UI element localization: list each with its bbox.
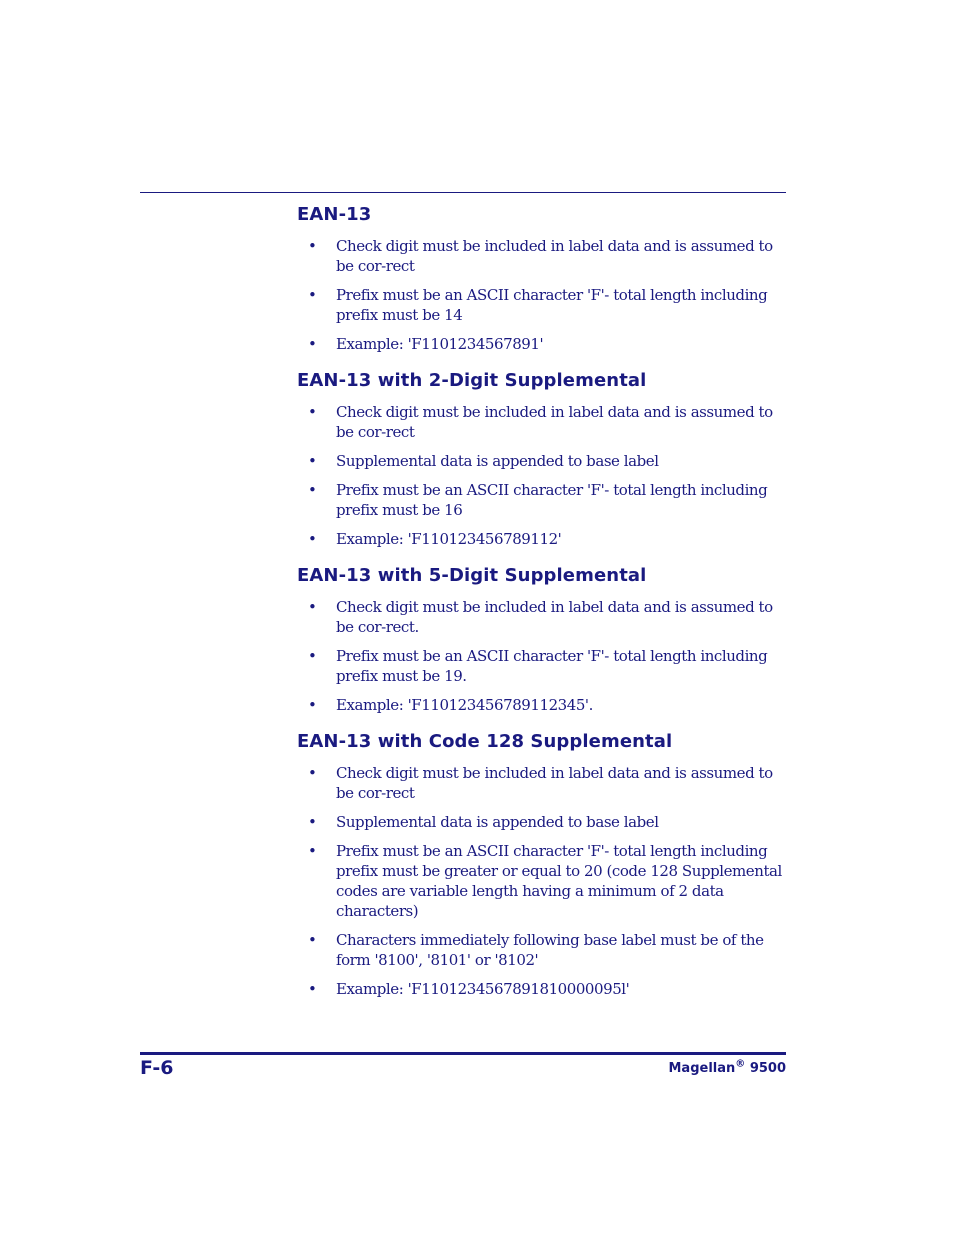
bullet-text: Supplemental data is appended to base label	[336, 813, 659, 831]
bullet-text: Prefix must be an ASCII character 'F'- total length including prefix must be 14	[336, 286, 768, 324]
bullet-mark: •	[308, 980, 317, 998]
bullet-mark: •	[308, 452, 317, 470]
bullet-list	[297, 597, 792, 715]
list-item	[297, 402, 792, 442]
bullet-list	[297, 763, 792, 999]
list-item	[297, 451, 792, 471]
list-item	[297, 646, 792, 686]
list-item	[297, 930, 792, 970]
bullet-text: Example: 'F1101234567891'	[336, 335, 544, 353]
list-item	[297, 529, 792, 549]
bullet-text: Example: 'F110123456789112345'.	[336, 696, 593, 714]
list-item	[297, 695, 792, 715]
bullet-list	[297, 236, 792, 354]
page-number: F-6	[140, 1057, 174, 1079]
section-ean-13-5-digit	[297, 564, 792, 715]
list-item	[297, 979, 792, 999]
bullet-mark: •	[308, 647, 317, 665]
list-item	[297, 841, 792, 921]
bullet-mark: •	[308, 481, 317, 499]
bullet-text: Characters immediately following base label must be of the form '8100', '8101' or '8102'	[336, 931, 764, 969]
list-item	[297, 334, 792, 354]
section-heading: EAN-13 with Code 128 Supplemental	[297, 731, 673, 752]
bullet-text: Check digit must be included in label data and is assumed to be cor-rect	[336, 764, 773, 802]
bullet-mark: •	[308, 842, 317, 860]
bullet-mark: •	[308, 696, 317, 714]
main-content	[297, 203, 792, 1008]
footer-product-name	[669, 1059, 787, 1079]
list-item	[297, 480, 792, 520]
bullet-mark: •	[308, 813, 317, 831]
product-model: 9500	[749, 1061, 786, 1076]
bullet-text: Prefix must be an ASCII character 'F'- total length including prefix must be 16	[336, 481, 768, 519]
product-name: Magellan	[668, 1061, 736, 1076]
bullet-mark: •	[308, 335, 317, 353]
bullet-text: Example: 'F1101234567891810000095l'	[336, 980, 630, 998]
section-heading: EAN-13 with 5-Digit Supplemental	[297, 565, 647, 586]
section-heading: EAN-13	[297, 204, 372, 225]
list-item	[297, 763, 792, 803]
bullet-text: Check digit must be included in label data and is assumed to be cor-rect	[336, 237, 773, 275]
bullet-text: Check digit must be included in label data and is assumed to be cor-rect.	[336, 598, 773, 636]
section-ean-13-2-digit	[297, 369, 792, 549]
bullet-mark: •	[308, 764, 317, 782]
bullet-mark: •	[308, 403, 317, 421]
list-item	[297, 812, 792, 832]
bullet-text: Prefix must be an ASCII character 'F'- total length including prefix must be greater or equal to 20 (code 128 Supplemental codes are variable length having a minimum of 2 data characters)	[336, 842, 782, 920]
list-item	[297, 236, 792, 276]
bullet-text: Check digit must be included in label data and is assumed to be cor-rect	[336, 403, 773, 441]
bullet-mark: •	[308, 237, 317, 255]
bullet-mark: •	[308, 286, 317, 304]
bullet-list	[297, 402, 792, 549]
bullet-text: Prefix must be an ASCII character 'F'- total length including prefix must be 19.	[336, 647, 768, 685]
section-heading: EAN-13 with 2-Digit Supplemental	[297, 370, 647, 391]
section-ean-13	[297, 203, 792, 354]
list-item	[297, 597, 792, 637]
bullet-mark: •	[308, 931, 317, 949]
top-rule	[140, 192, 786, 193]
bullet-mark: •	[308, 598, 317, 616]
footer-rule	[140, 1052, 786, 1055]
bullet-mark: •	[308, 530, 317, 548]
bullet-text: Supplemental data is appended to base label	[336, 452, 659, 470]
list-item	[297, 285, 792, 325]
section-ean-13-code-128	[297, 730, 792, 999]
registered-mark: ®	[735, 1058, 746, 1070]
bullet-text: Example: 'F110123456789112'	[336, 530, 562, 548]
